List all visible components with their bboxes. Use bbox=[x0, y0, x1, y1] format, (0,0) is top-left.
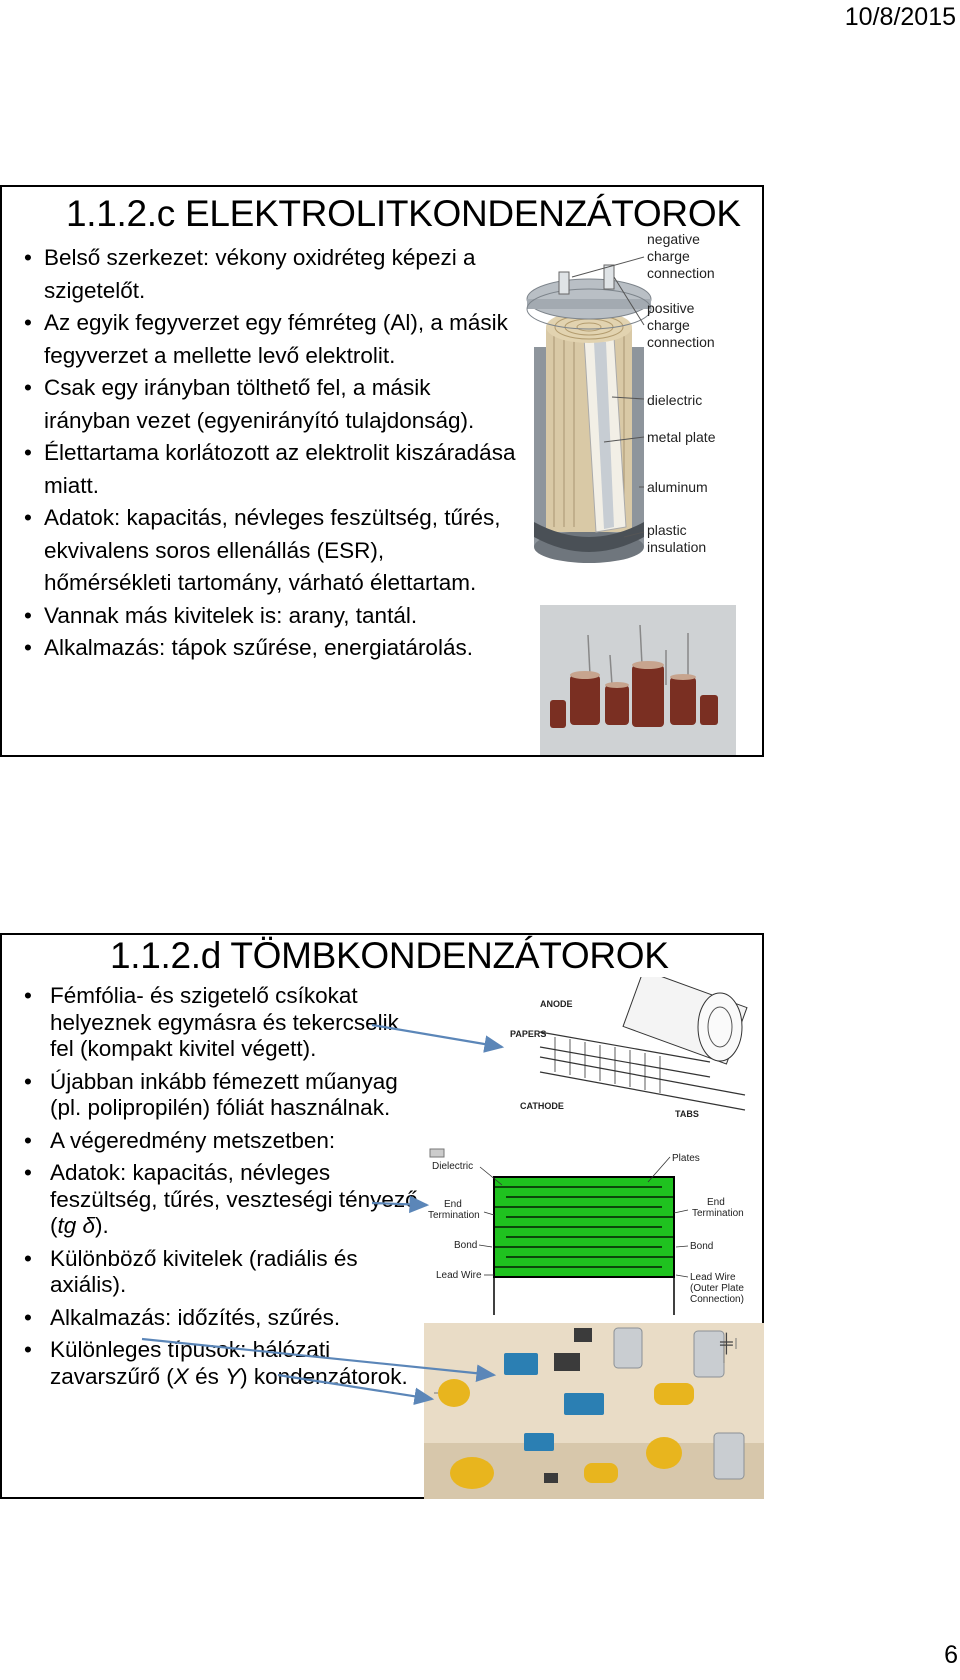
loss-factor-symbol: tg δ bbox=[57, 1213, 96, 1238]
slide-electrolytic-capacitors bbox=[0, 185, 764, 757]
label-outer-plate: (Outer Plate bbox=[690, 1283, 744, 1294]
capacitor-symbol-icon: ╪ bbox=[720, 1333, 733, 1353]
label-negative-connection: connection bbox=[647, 265, 715, 281]
bullet-item: • A végeredmény metszetben: bbox=[24, 1128, 424, 1155]
electrolytic-capacitors-photo bbox=[540, 605, 736, 755]
bullet-item: • Vannak más kivitelek is: arany, tantál. bbox=[24, 600, 516, 633]
label-negative: negative bbox=[647, 231, 700, 247]
bullet-text: Adatok: kapacitás, névleges feszültség, tűrés, veszteségi tényező ( bbox=[50, 1160, 418, 1238]
bullet-item bbox=[24, 1160, 424, 1240]
bullet-list bbox=[24, 242, 516, 665]
bullet-item: • Fémfólia- és szigetelő csíkokat helyeznek egymásra és tekercselik fel (kompakt kivitel végett). bbox=[24, 983, 424, 1063]
bullet-text: Különleges típusok: hálózati zavarszűrő ( bbox=[50, 1337, 331, 1389]
label-tabs: TABS bbox=[675, 1109, 699, 1119]
label-lead-wire: Lead Wire bbox=[436, 1270, 482, 1281]
label-positive-connection: connection bbox=[647, 334, 715, 350]
bullet-text: ). bbox=[95, 1213, 109, 1238]
label-connection: Connection) bbox=[690, 1294, 744, 1305]
label-positive-charge: charge bbox=[647, 317, 690, 333]
bullet-item: • Élettartama korlátozott az elektrolit kiszáradása miatt. bbox=[24, 437, 516, 502]
label-papers: PAPERS bbox=[510, 1029, 547, 1039]
label-dielectric: Dielectric bbox=[432, 1161, 474, 1172]
label-anode: ANODE bbox=[540, 999, 573, 1009]
label-positive: positive bbox=[647, 300, 695, 316]
bullet-item bbox=[24, 1337, 424, 1390]
label-lead-wire: Lead Wire bbox=[690, 1272, 736, 1283]
label-bond: Bond bbox=[690, 1241, 714, 1252]
bullet-text: ) kondenzátorok. bbox=[240, 1363, 408, 1389]
capacitor-symbol-icon bbox=[430, 1149, 444, 1157]
label-metal-plate: metal plate bbox=[647, 429, 716, 445]
label-end: End bbox=[707, 1197, 725, 1208]
label-aluminum: aluminum bbox=[647, 479, 708, 495]
slide-title: 1.1.2.d TÖMBKONDENZÁTOROK bbox=[110, 935, 669, 976]
y-class-symbol: Y bbox=[225, 1363, 241, 1389]
electrolytic-capacitor-diagram bbox=[514, 227, 764, 583]
label-termination: Termination bbox=[692, 1208, 744, 1219]
film-capacitors-photo bbox=[424, 1323, 764, 1499]
label-plates: Plates bbox=[672, 1153, 700, 1164]
header-date: 10/8/2015 bbox=[844, 3, 956, 31]
label-negative-charge: charge bbox=[647, 248, 690, 264]
bullet-item: • Újabban inkább fémezett műanyag (pl. polipropilén) fóliát használnak. bbox=[24, 1069, 424, 1122]
bullet-item: • Az egyik fegyverzet egy fémréteg (Al), a másik fegyverzet a mellette levő elektrolit. bbox=[24, 307, 516, 372]
label-end: End bbox=[444, 1199, 462, 1210]
bullet-item: • Alkalmazás: tápok szűrése, energiatárolás. bbox=[24, 632, 516, 665]
layer-cross-section-diagram bbox=[422, 1147, 762, 1315]
bullet-text: és bbox=[188, 1363, 226, 1389]
slide-title: 1.1.2.c ELEKTROLITKONDENZÁTOROK bbox=[66, 193, 741, 234]
x-class-symbol: X bbox=[173, 1363, 189, 1389]
bullet-item: • Adatok: kapacitás, névleges feszültség, tűrés, ekvivalens soros ellenállás (ESR), hőmérsékleti tartomány, várható élettartam. bbox=[24, 502, 516, 600]
slide-film-capacitors bbox=[0, 933, 764, 1499]
label-termination: Termination bbox=[428, 1210, 480, 1221]
rolled-foil-diagram bbox=[510, 977, 762, 1139]
label-bond: Bond bbox=[454, 1240, 478, 1251]
bullet-item: • Különböző kivitelek (radiális és axiális). bbox=[24, 1246, 424, 1299]
bullet-item: • Csak egy irányban tölthető fel, a másik irányban vezet (egyenirányító tulajdonság). bbox=[24, 372, 516, 437]
label-cathode: CATHODE bbox=[520, 1101, 564, 1111]
label-plastic: plastic bbox=[647, 522, 687, 538]
page-number: 6 bbox=[944, 1641, 958, 1669]
label-insulation: insulation bbox=[647, 539, 707, 555]
label-dielectric: dielectric bbox=[647, 392, 703, 408]
bullet-list bbox=[24, 983, 424, 1396]
bullet-item: • Belső szerkezet: vékony oxidréteg képezi a szigetelőt. bbox=[24, 242, 516, 307]
bullet-item: • Alkalmazás: időzítés, szűrés. bbox=[24, 1305, 424, 1332]
